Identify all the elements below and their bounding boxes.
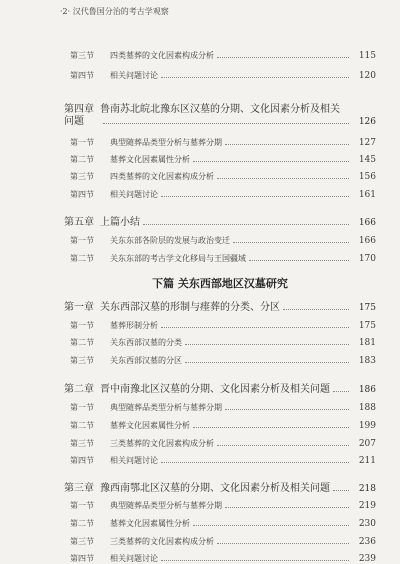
page-number: 230 (358, 519, 376, 529)
section-title: 墓葬形制分析 (110, 321, 158, 330)
section-title: 相关问题讨论 (110, 456, 158, 465)
section-label: 第二节 (70, 338, 94, 347)
chapter-title-line2: 问题 (64, 116, 84, 127)
toc-row (64, 533, 376, 547)
page-number: 120 (358, 71, 376, 81)
chapter-label: 第一章 (64, 302, 94, 313)
chapter-label: 第四章 (64, 104, 94, 115)
page-number: 218 (358, 484, 376, 494)
section-title: 相关问题讨论 (110, 554, 158, 563)
section-title: 三类墓葬的文化因素构成分析 (110, 537, 214, 546)
dot-leader (193, 525, 349, 526)
page-number: 199 (358, 421, 376, 431)
chapter-title: 豫西南鄂北区汉墓的分期、文化因素分析及相关问题 (100, 483, 330, 494)
section-title: 关东东部各阶层的发展与政治变迁 (110, 236, 230, 245)
chapter-label: 第五章 (64, 217, 94, 228)
dot-leader (225, 507, 349, 508)
section-label: 第一节 (70, 501, 94, 510)
toc-row (64, 47, 376, 61)
page-number: 115 (358, 51, 376, 61)
toc-row (64, 515, 376, 529)
dot-leader (161, 327, 349, 328)
toc-row (64, 381, 376, 395)
section-label: 第三节 (70, 356, 94, 365)
page-number: 170 (358, 254, 376, 264)
toc-row (64, 417, 376, 431)
page-number: 175 (358, 303, 376, 313)
section-label: 第四节 (70, 554, 94, 563)
toc-row (64, 151, 376, 165)
page-number: 211 (358, 456, 376, 466)
chapter-title: 上篇小结 (100, 217, 140, 228)
section-label: 第一节 (70, 138, 94, 147)
section-title: 典型随葬品类型分析与墓葬分期 (110, 403, 222, 412)
dot-leader (225, 144, 349, 145)
section-title: 关东东部的考古学文化移局与王国疆域 (110, 254, 246, 263)
chapter-label: 第二章 (64, 384, 94, 395)
section-label: 第三节 (70, 537, 94, 546)
dot-leader (217, 178, 349, 179)
toc-row (64, 134, 376, 148)
page-number: 186 (358, 385, 376, 395)
toc-row (64, 334, 376, 348)
dot-leader (217, 445, 349, 446)
section-title: 墓葬文化因素属性分析 (110, 155, 190, 164)
page-number: 239 (358, 554, 376, 564)
section-label: 第一节 (70, 403, 94, 412)
section-label: 第四节 (70, 190, 94, 199)
section-title: 典型随葬品类型分析与墓葬分期 (110, 138, 222, 147)
toc-row (64, 550, 376, 564)
dot-leader (333, 391, 349, 392)
section-title: 相关问题讨论 (110, 71, 158, 80)
toc-row (64, 399, 376, 413)
dot-leader (233, 242, 349, 243)
section-title: 四类墓葬的文化因素构成分析 (110, 51, 214, 60)
chapter-label: 第三章 (64, 483, 94, 494)
part-title: 下篇 关东西部地区汉墓研究 (152, 277, 288, 290)
toc-row (64, 480, 376, 494)
dot-leader (161, 560, 349, 561)
toc-row (64, 497, 376, 511)
dot-leader (217, 543, 349, 544)
section-label: 第一节 (70, 321, 94, 330)
section-title: 相关问题讨论 (110, 190, 158, 199)
toc-row (64, 352, 376, 366)
section-label: 第四节 (70, 71, 94, 80)
page-number: 156 (358, 172, 376, 182)
page-number: 166 (358, 236, 376, 246)
dot-leader (283, 309, 349, 310)
section-label: 第二节 (70, 519, 94, 528)
section-label: 第二节 (70, 254, 94, 263)
section-label: 第三节 (70, 51, 94, 60)
page-number: 166 (358, 218, 376, 228)
chapter-title-line1: 鲁南苏北皖北豫东区汉墓的分期、文化因素分析及相关 (100, 104, 340, 115)
dot-leader (103, 123, 349, 124)
toc-row (64, 232, 376, 246)
section-title: 关东西部汉墓的分区 (110, 356, 182, 365)
toc-row (64, 113, 376, 127)
dot-leader (193, 161, 349, 162)
section-label: 第三节 (70, 439, 94, 448)
running-header: ·2· 汉代鲁国分治的考古学观察 (60, 7, 169, 16)
toc-row (64, 250, 376, 264)
page-number: 236 (358, 537, 376, 547)
page-number: 181 (358, 338, 376, 348)
section-title: 典型随葬品类型分析与墓葬分期 (110, 501, 222, 510)
section-title: 墓葬文化因素属性分析 (110, 519, 190, 528)
section-title: 四类墓葬的文化因素构成分析 (110, 172, 214, 181)
section-title: 三类墓葬的文化因素构成分析 (110, 439, 214, 448)
page-number: 175 (358, 321, 376, 331)
dot-leader (193, 427, 349, 428)
page-number: 161 (358, 190, 376, 200)
section-title: 关东西部汉墓的分类 (110, 338, 182, 347)
page-number: 219 (358, 501, 376, 511)
page-number: 207 (358, 439, 376, 449)
chapter-title: 关东西部汉墓的形制与瘗葬的分类、分区 (100, 302, 280, 313)
chapter-title: 晋中南豫北区汉墓的分期、文化因素分析及相关问题 (100, 384, 330, 395)
toc-row (64, 214, 376, 228)
section-label: 第二节 (70, 421, 94, 430)
page-number: 127 (358, 138, 376, 148)
page-number: 126 (358, 117, 376, 127)
dot-leader (143, 224, 349, 225)
section-label: 第四节 (70, 456, 94, 465)
page-number: 183 (358, 356, 376, 366)
toc-row (64, 168, 376, 182)
dot-leader (161, 462, 349, 463)
page-number: 145 (358, 155, 376, 165)
dot-leader (185, 344, 349, 345)
section-label: 第一节 (70, 236, 94, 245)
dot-leader (333, 490, 349, 491)
toc-row (64, 435, 376, 449)
section-title: 墓葬文化因素属性分析 (110, 421, 190, 430)
dot-leader (161, 77, 349, 78)
toc-row (64, 186, 376, 200)
toc-row (64, 317, 376, 331)
toc-row (64, 452, 376, 466)
page-number: 188 (358, 403, 376, 413)
dot-leader (185, 362, 349, 363)
dot-leader (225, 409, 349, 410)
toc-row (64, 67, 376, 81)
dot-leader (217, 57, 349, 58)
section-label: 第三节 (70, 172, 94, 181)
section-label: 第二节 (70, 155, 94, 164)
dot-leader (161, 196, 349, 197)
dot-leader (249, 260, 349, 261)
toc-row (64, 299, 376, 313)
